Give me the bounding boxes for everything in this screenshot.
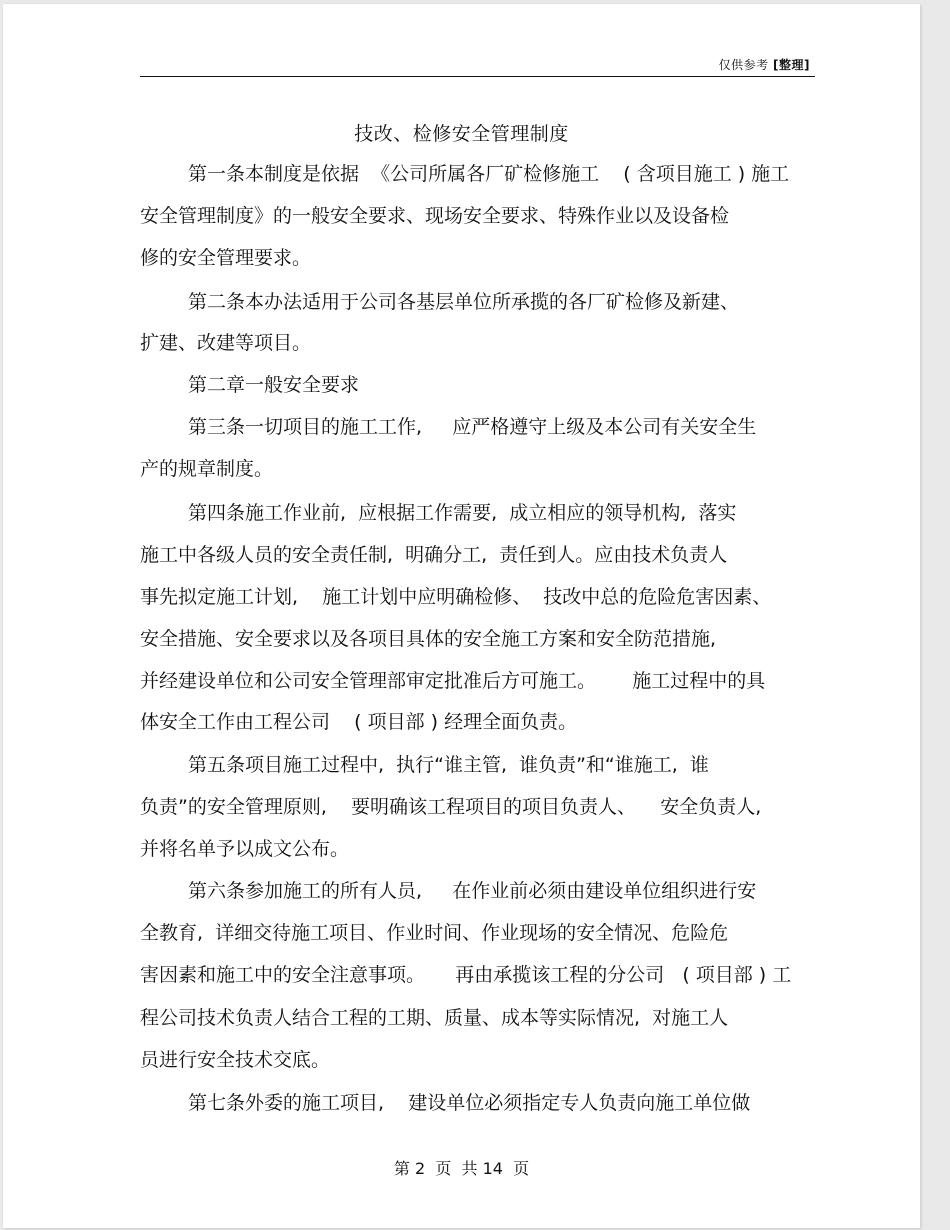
body-line: 第一条本制度是依据 《公司所属各厂矿检修施工 ( 含项目施工 ) 施工 [188, 163, 790, 185]
page-footer: 第 2 页 共 14 页 [393, 1159, 530, 1178]
body-line: 修的安全管理要求。 [140, 247, 312, 269]
header-note-text: 仅供参考 [718, 58, 769, 72]
body-line: 害因素和施工中的安全注意事项。 再由承揽该工程的分公司 ( 项目部 ) 工 [140, 964, 792, 986]
body-line: 第三条一切项目的施工工作, 应严格遵守上级及本公司有关安全生 [188, 416, 757, 438]
header-note [719, 56, 810, 73]
body-line: 安全措施、安全要求以及各项目具体的安全施工方案和安全防范措施, [140, 628, 717, 650]
body-line: 第四条施工作业前, 应根据工作需要, 成立相应的领导机构, 落实 [188, 502, 737, 524]
body-line: 第五条项目施工过程中, 执行“谁主管, 谁负责”和“谁施工, 谁 [188, 754, 709, 776]
body-line: 并将名单予以成文公布。 [140, 838, 350, 860]
body-line: 全教育, 详细交待施工项目、作业时间、作业现场的安全情况、危险危 [140, 922, 729, 944]
body-line: 产的规章制度。 [140, 458, 274, 480]
body-line: 并经建设单位和公司安全管理部审定批准后方可施工。 施工过程中的具 [140, 670, 766, 692]
header-rule [140, 76, 815, 77]
body-line: 安全管理制度》的一般安全要求、现场安全要求、特殊作业以及设备检 [140, 205, 730, 227]
body-line: 事先拟定施工计划, 施工计划中应明确检修、 技改中总的危险危害因素、 [140, 586, 772, 608]
body-line: 第二条本办法适用于公司各基层单位所承揽的各厂矿检修及新建、 [188, 291, 740, 313]
body-line: 第七条外委的施工项目, 建设单位必须指定专人负责向施工单位做 [188, 1092, 751, 1114]
document-title: 技改、检修安全管理制度 [354, 123, 569, 145]
body-line: 施工中各级人员的安全责任制, 明确分工, 责任到人。应由技术负责人 [140, 544, 728, 566]
body-line: 体安全工作由工程公司 ( 项目部 ) 经理全面负责。 [140, 711, 578, 733]
body-line: 第二章一般安全要求 [188, 374, 360, 396]
header-note-bracket: [整理] [773, 58, 810, 72]
document-page [3, 4, 920, 1228]
body-line: 员进行安全技术交底。 [140, 1049, 331, 1071]
body-line: 扩建、改建等项目。 [140, 332, 312, 354]
body-line: 程公司技术负责人结合工程的工期、质量、成本等实际情况, 对施工人 [140, 1007, 729, 1029]
body-line: 负责”的安全管理原则, 要明确该工程项目的项目负责人、 安全负责人, [140, 796, 762, 818]
body-line: 第六条参加施工的所有人员, 在作业前必须由建设单位组织进行安 [188, 880, 757, 902]
